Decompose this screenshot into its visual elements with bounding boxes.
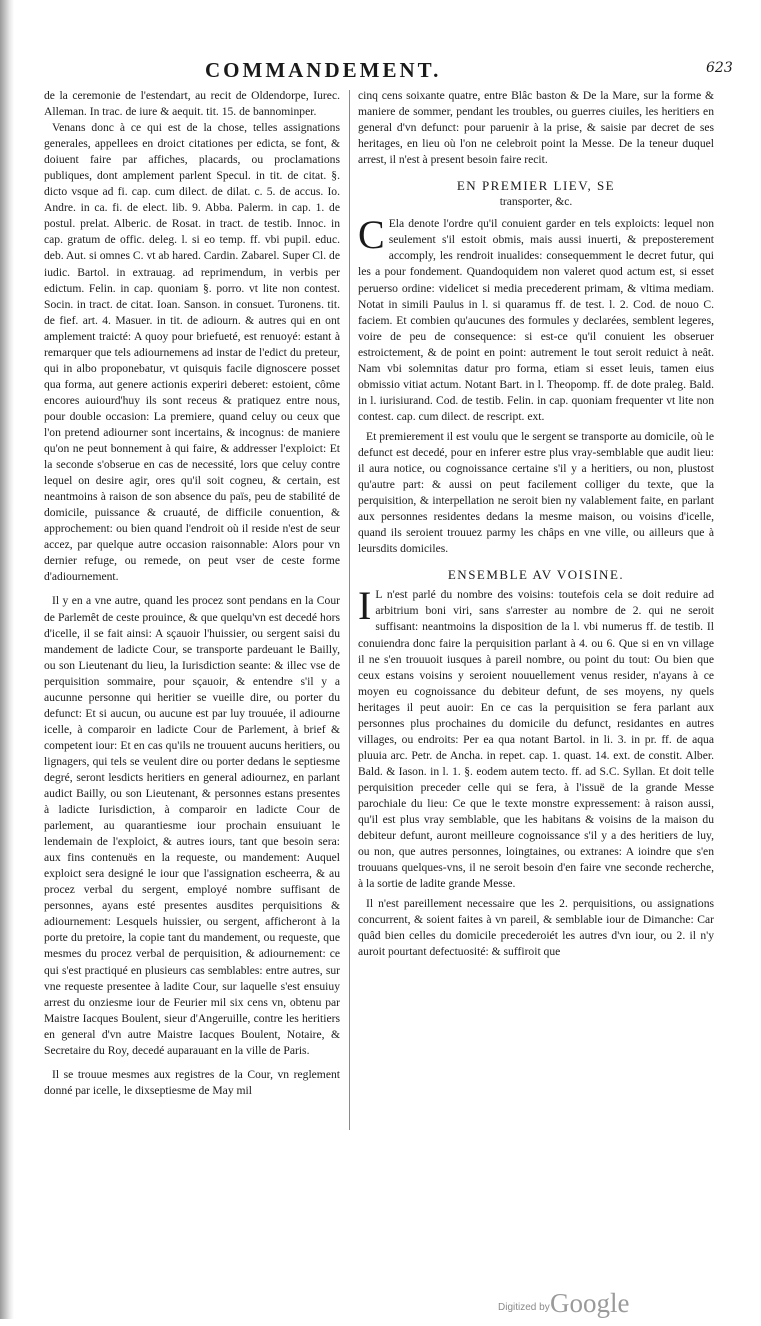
section2-paragraph-1-text: L n'est parlé du nombre des voisins: toutefois cela se doit reduire ad arbitrium boni viri, sans s'arrester au nombre de 2. qui ne seroit suffisant: neantmoins la disposition de la l. vbi numerus ff. de testib. Il conuiendra donc faire la perquisition parlant à 4. ou 6. Que si en vn village il ne s'en trouuoit iusques à pareil nombre, ou point du tout: Ou bien que ceux estans voisins y seroient nouuellement venus resider, n'ayans à ce moyen eu cognoissance du debiteur defunt, de ses moyens, ny quels heritages il peut auoir: En ce cas la perquisition se fera parlant aux personnes plus prochaines du domicile du defunct, residantes en autres villages, ou endroits: Per ea qua notant Bartol. in li. 3. in pr. ff. de aqua pluuia arc. Petr. de Ancha. in repet. cap. 1. quast. 14. ext. de constit. Alber. Bald. & Iason. in l. 1. §. eodem autem tecto. ff. ad S.C. Syllan. Et doit telle perquisition preceder celle qui se fera, à l'issuë de la grande Messe parochiale du lieu: Ce que le texte monstre expressement: à raison aussi, qu'il est plus vray semblable, que les habitans & voisins de la maison du debiteur defunt, auront meilleure cognoissance s'il y a des heritiers de luy, ou non, que autres personnes, loingtaines, ou extranes: A ioindre que s'en trouuans quelques-vns, il ne seroit besoin d'en faire vne seconde recherche, à la sortie de ladite grande Messe. — [358, 588, 714, 891]
dropcap-c: C — [358, 212, 385, 258]
section1-paragraph-2: Et premierement il est voulu que le sergent se transporte au domicile, où le defunct est decedé, pour en inferer estre plus vray-semblable que audit lieu: il aura notice, ou cognoissance certaine s'il y a heritiers, ou non, plustost qu'autre part: & aussi on peut facilement colliger du texte, que la perquisition, & interpellation ne seroit bien ny valablement faite, en parlant aux personnes residentes dedans la mesme maison, ou voisins d'icelle, quand ils seroient trouuez parmy les châps en vne ville, ou ailleurs que à leursdits domiciles. — [358, 429, 714, 556]
section1-paragraph-1 — [358, 212, 714, 425]
page-header — [0, 58, 761, 88]
left-paragraph-3: Il y en a vne autre, quand les procez sont pendans en la Cour de Parlemêt de ceste prouince, & que quelqu'vn est decedé hors d'icelle, il se fait ainsi: A sçauoir l'huissier, ou sergent saisi du mandement de ladicte Cour, se transporte pardeuant le Bailly, ou son Lieutenant du lieu, la Iurisdiction seante: & illec vse de perquisition sommaire, pour sçauoir, & entendre s'il y a aucunne personne qui heritier se vueille dire, ou porter du defunct: Et si aucun, ou aucune est par luy trouuée, il adiourne icelle, à comparoir en ladicte Cour de Parlement, à brief & competent iour: Et en cas qu'ils ne trouuent aucuns heritiers, ou lignagers, qui tels se veulent dire ou porter dedans le septiesme degré, seront lesdicts heritiers en general adiournez, en parlant audict Bailly, ou son Lieutenant, & personnes estans presentes à ladicte Iurisdiction, à comparoir en ladicte Cour de parlement, au quarantiesme iour prochain ensuiuant le lendemain de l'exploict, & autres iours, tant que besoin sera: aux fins contenuës en la requeste, ou mandement: Auquel exploict sera designé le iour que l'assignation escheerra, & au procez verbal du sergent, employé nombre suffisant de personnes, ayans esté presentes ausdites perquisitions & adiournement: Lesquels huissier, ou sergent, afficheront à la porte du pretoire, la copie tant du mandement, ou requeste, que mesmes du procez verbal de perquisition, & adiournement: ce qui s'est practiqué en plusieurs cas semblables: entre autres, sur vne requeste presentee à ladite Cour, sur laquelle s'est ensuiuy arrest du onziesme iour de Feurier mil six cens vn, obtenu par Maistre Iacques Boulent, sieur d'Angeruille, contre les heritiers en general d'vn autre Maistre Iacques Boulent, Notaire, & Secretaire du Roy, decedé auparauant en la ville de Paris. — [44, 594, 340, 1057]
page-number: 623 — [706, 60, 733, 76]
section1-paragraph-1-text: Ela denote l'ordre qu'il conuient garder en tels exploicts: lequel non seulement s'il estoit obmis, mais aussi inuerti, & preposterement accomply, les rendroit inualides: consequemment le decret futur, qui les a pour fondement. Quandoquidem non valeret quod actum est, si esset peruerso ordine: videlicet si media precederent primam, & vltima mediam. Notat in simili Paulus in l. si quaramus ff. de test. l. 2. Cod. de nouo C. faciem. Et combien qu'aucunes des formules y declarées, semblent legeres, voire de peu de consequence: si est-ce qu'il conuient les obseruer estroictement, & de point en point: autrement le tout seroit reduict à neât. Nam vbi solemnitas datur pro forma, etiam si esset leuis, tamen eius obmissio vitiat actum. Notant Bart. in l. Theopomp. ff. de dote praleg. Bald. in l. iurisiurand. Cod. de testib. Felin. in cap. quoniam frequenter vt lite non contest. cap. cum dilect. de rescript. ext. — [358, 217, 714, 423]
section-subheading-transporter: transporter, &c. — [499, 195, 573, 209]
section-heading-ensemble-voisine: ENSEMBLE AV VOISINE. — [447, 567, 625, 583]
left-paragraph-2: Venans donc à ce qui est de la chose, telles assignations generales, appellees en droict citationes per edicta, se font, & doiuent faire par affiches, placards, ou proclamations publiques, dont amplement parlent Specul. in tit. de citat. §. dicto vsque ad fi. cap. cum dilect. de dilat. c. 5. de accus. Io. Andre. in ca. fi. de elect. lib. 9. Abba. Palerm. in cap. 1. de postul. prelat. Alberic. de Rosat. in tract. de testib. Innoc. in cap. gratum de offic. deleg. l. si eo temp. ff. vbi pupil. educ. deb. Aut. si omnes C. vt ab hared. Cardin. Zabarel. Super Cl. de iudic. Bartol. in extrauag. ad reprimendum, in verbis per edictum. Felin. in cap. quoniam §. porro. vt lite non contest. Socin. in tract. de citat. Ioan. Sanson. in consuet. Turonens. tit. de fief. art. 4. Masuer. in tit. de adiourn. & autres qui en ont amplement traicté: A quoy pour briefueté, est renuoyé: estant à remarquer que tels adiournemens ad instar de l'edict du preteur, qui in albo proponebatur, vt quisquis facile dignoscere posset qua forma, aut genere actionis experiri deberet: estoient, côme encores auiourd'huy ils sont receus & pratiquez entre nous, pour double occasion: La premiere, quand celuy ou ceux que l'on pretend adiourner sont incertains, & incognus: de maniere qu'on ne peut bonnement à qui faire, & addresser l'exploict: Et la seconde s'obserue en cas de necessité, lors que celuy contre lequel on desire agir, ores qu'il soit cogneu, & certain, est neantmoins à raison de son absence du païs, peu de stabilité de domicile, puissance & cruauté, de difficile conuention, & approchement: ou bien quand l'endroit où il reside n'est de seur accez, par quelque autre occasion raisonnable: Alors pour vn dernier refuge, ou remede, on peut vser de ceste forme d'adiournement. — [44, 121, 340, 584]
left-paragraph-4: Il se trouue mesmes aux registres de la Cour, vn reglement donné par icelle, le dixseptiesme de May mil — [44, 1067, 340, 1097]
left-column — [44, 88, 340, 1183]
column-divider — [349, 90, 350, 1130]
digitized-by-label: Digitized by — [498, 1302, 550, 1313]
scan-binding-shadow — [0, 0, 14, 1319]
dropcap-i: I — [358, 583, 372, 629]
running-title: COMMANDEMENT. — [205, 58, 442, 82]
left-paragraph-1: de la ceremonie de l'estendart, au recit de Oldendorpe, Iurec. Alleman. In trac. de iure & aequit. tit. 15. de bannominper. — [44, 89, 340, 119]
google-logo: Google — [550, 1288, 630, 1318]
section2-paragraph-2: Il n'est pareillement necessaire que les 2. perquisitions, ou assignations concurrent, & soient faites à vn pareil, & semblable iour de Dimanche: Car quâd bien celles du domicile precederoiét les autres d'vn iour, ou 2. il n'y auroit pourtant defectuosité: & suffiroit que — [358, 897, 714, 959]
right-column — [358, 88, 714, 959]
digitized-by-watermark — [490, 1288, 630, 1326]
section2-paragraph-1 — [358, 583, 714, 892]
section-heading-premier-lieu: EN PREMIER LIEV, SE — [456, 178, 616, 194]
right-intro-paragraph: cinq cens soixante quatre, entre Blâc baston & De la Mare, sur la forme & maniere de sommer, pendant les troubles, ou guerres ciuiles, les heritiers en general d'vn defunct: pour paruenir à la prise, & saisie par decret de ses heritages, en lieu où l'on ne celebroit point la Messe. De la teneur duquel arrest, il n'est à present besoin faire recit. — [358, 89, 714, 167]
